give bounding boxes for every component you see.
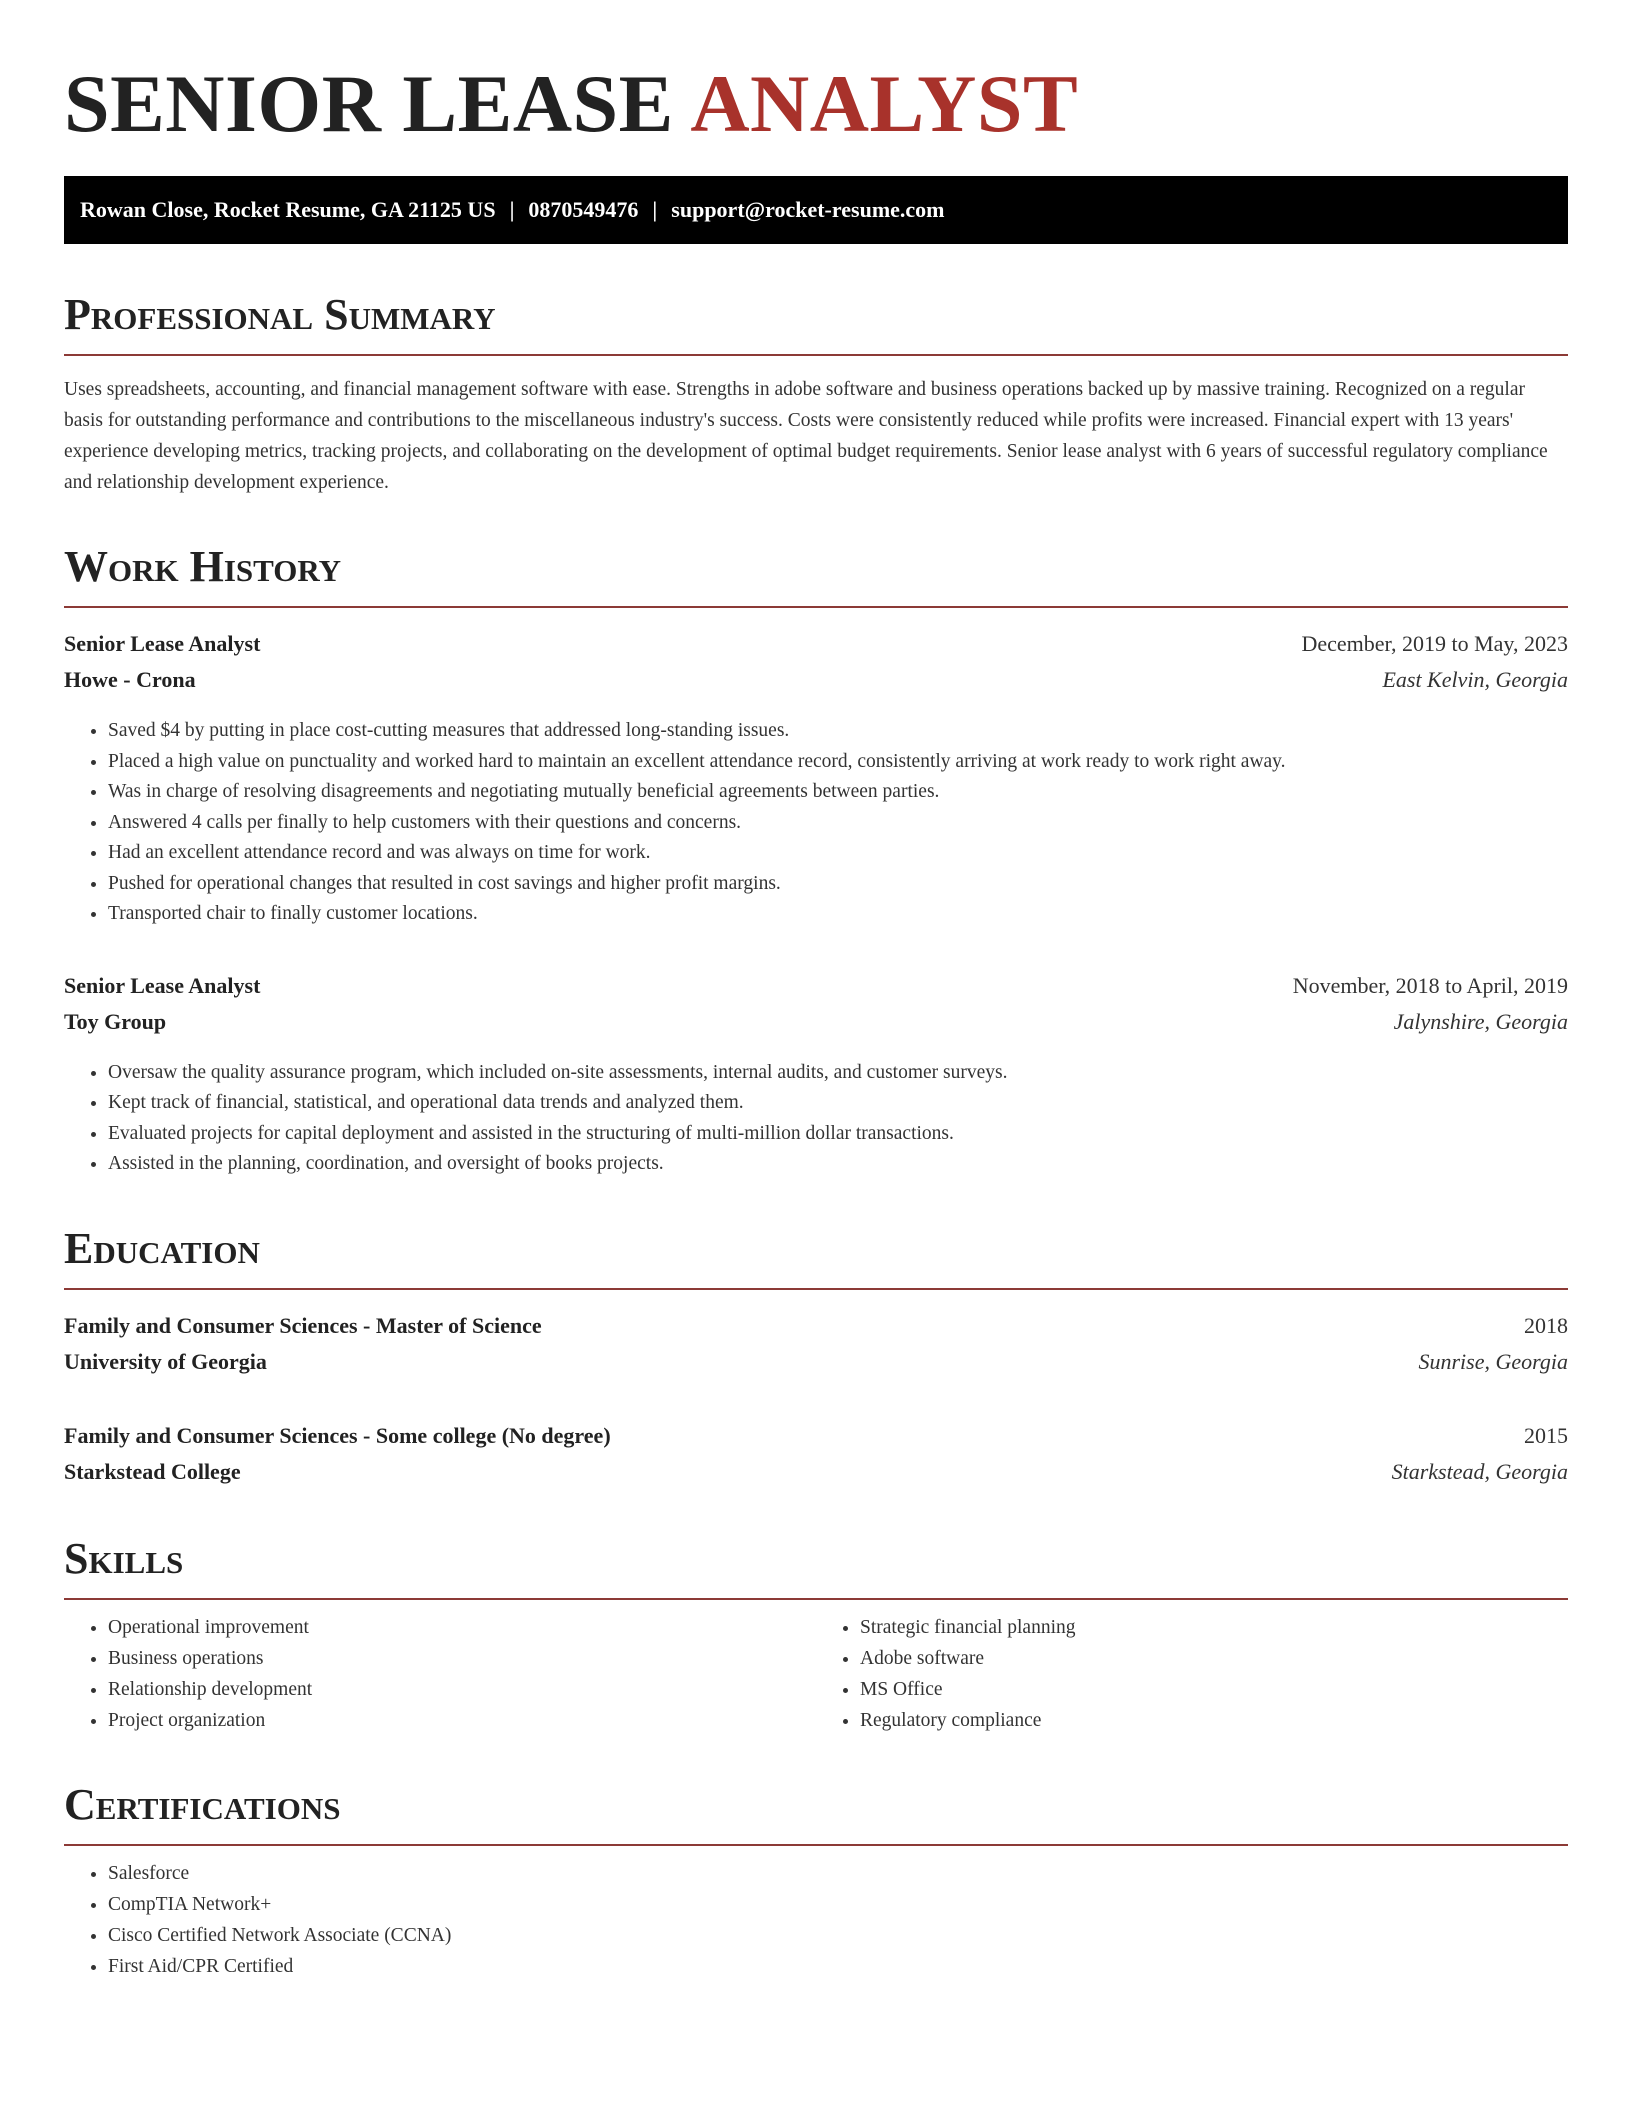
certification-item: • First Aid/CPR Certified (108, 1951, 1568, 1982)
job-company: Howe - Crona (64, 667, 196, 692)
certifications-list (64, 1858, 1568, 1982)
resume-title (64, 56, 1568, 152)
skills-grid (64, 1612, 1568, 1736)
job-entry (64, 968, 1568, 1180)
degree-name: Family and Consumer Sciences - Master of Science (64, 1312, 542, 1338)
job-company: Toy Group (64, 1008, 167, 1034)
title-main: SENIOR LEASE (64, 58, 674, 149)
contact-phone: 0870549476 (528, 197, 639, 222)
skills-heading: Skills (64, 1534, 1568, 1600)
education-section (64, 1224, 1568, 1490)
job-bullets (64, 1058, 1568, 1180)
contact-address: Rowan Close, Rocket Resume, GA 21125 US (80, 197, 496, 222)
degree-row (64, 1308, 1568, 1344)
certification-item: • Salesforce (108, 1858, 1568, 1889)
job-title: Senior Lease Analyst (64, 631, 261, 656)
education-entry (64, 1418, 1568, 1490)
school-name: University of Georgia (64, 1348, 267, 1374)
certification-item: • CompTIA Network+ (108, 1889, 1568, 1920)
job-location: Jalynshire, Georgia (1393, 1008, 1568, 1034)
job-bullet: • Answered 4 calls per finally to help customers with their questions and concerns. (108, 808, 1568, 839)
job-title-row (64, 626, 1568, 662)
skill-item: • MS Office (860, 1674, 1568, 1705)
job-dates: November, 2018 to April, 2019 (1292, 972, 1568, 998)
job-bullet: • Pushed for operational changes that resulted in cost savings and higher profit margins. (108, 869, 1568, 900)
school-row (64, 1344, 1568, 1380)
skill-item: • Operational improvement (108, 1612, 816, 1643)
contact-email[interactable]: support@rocket-resume.com (671, 197, 945, 222)
school-location: Sunrise, Georgia (1418, 1348, 1568, 1374)
job-bullet: • Oversaw the quality assurance program, which included on-site assessments, internal audits, and customer surveys. (108, 1058, 1568, 1089)
skill-item: • Business operations (108, 1643, 816, 1674)
work-history-section (64, 542, 1568, 1180)
job-bullet: • Assisted in the planning, coordination, and oversight of books projects. (108, 1149, 1568, 1180)
skills-section (64, 1534, 1568, 1736)
summary-section (64, 290, 1568, 498)
job-bullet: • Saved $4 by putting in place cost-cutting measures that addressed long-standing issues. (108, 716, 1568, 747)
job-bullet: • Transported chair to finally customer locations. (108, 899, 1568, 930)
school-row (64, 1454, 1568, 1490)
skill-item: • Adobe software (860, 1643, 1568, 1674)
summary-text: Uses spreadsheets, accounting, and financial management software with ease. Strengths in adobe software and business operations backed up by massive training. Recognized on a regular basis for outstanding performance and contributions to the miscellaneous industry's success. Costs were consistently reduced while profits were increased. Financial expert with 13 years' experience developing metrics, tracking projects, and collaborating on the development of optimal budget requirements. Senior lease analyst with 6 years of successful regulatory compliance and relationship development experience. (64, 379, 1548, 493)
job-company-row (64, 1004, 1568, 1040)
job-bullet: • Placed a high value on punctuality and worked hard to maintain an excellent attendance record, consistently arriving at work ready to work right away. (108, 747, 1568, 778)
work-history-heading: Work History (64, 542, 1568, 608)
job-entry (64, 626, 1568, 930)
skill-item: • Strategic financial planning (860, 1612, 1568, 1643)
job-bullet: • Kept track of financial, statistical, and operational data trends and analyzed them. (108, 1088, 1568, 1119)
job-bullet: • Evaluated projects for capital deployment and assisted in the structuring of multi-million dollar transactions. (108, 1119, 1568, 1150)
degree-year: 2015 (1524, 1422, 1568, 1448)
job-title-row (64, 968, 1568, 1004)
job-company-row (64, 662, 1568, 698)
title-accent: ANALYST (690, 58, 1079, 149)
job-bullet: • Had an excellent attendance record and was always on time for work. (108, 838, 1568, 869)
job-location: East Kelvin, Georgia (1382, 667, 1568, 692)
certifications-heading: Certifications (64, 1780, 1568, 1846)
job-bullets (64, 716, 1568, 930)
degree-year: 2018 (1524, 1312, 1568, 1338)
degree-name: Family and Consumer Sciences - Some college (No degree) (64, 1422, 611, 1448)
skills-list-left (64, 1612, 816, 1736)
job-bullet: • Was in charge of resolving disagreements and negotiating mutually beneficial agreements between parties. (108, 777, 1568, 808)
contact-separator: | (652, 197, 658, 222)
contact-bar (64, 176, 1568, 244)
skill-item: • Relationship development (108, 1674, 816, 1705)
education-heading: Education (64, 1224, 1568, 1290)
skill-item: • Project organization (108, 1705, 816, 1736)
job-title: Senior Lease Analyst (64, 972, 261, 998)
education-entry (64, 1308, 1568, 1380)
certification-item: • Cisco Certified Network Associate (CCNA) (108, 1920, 1568, 1951)
skill-item: • Regulatory compliance (860, 1705, 1568, 1736)
school-location: Starkstead, Georgia (1391, 1458, 1568, 1484)
certifications-section (64, 1780, 1568, 1982)
summary-heading: Professional Summary (64, 290, 1568, 356)
degree-row (64, 1418, 1568, 1454)
school-name: Starkstead College (64, 1458, 241, 1484)
skills-list-right (816, 1612, 1568, 1736)
contact-separator: | (509, 197, 515, 222)
job-dates: December, 2019 to May, 2023 (1301, 631, 1568, 656)
